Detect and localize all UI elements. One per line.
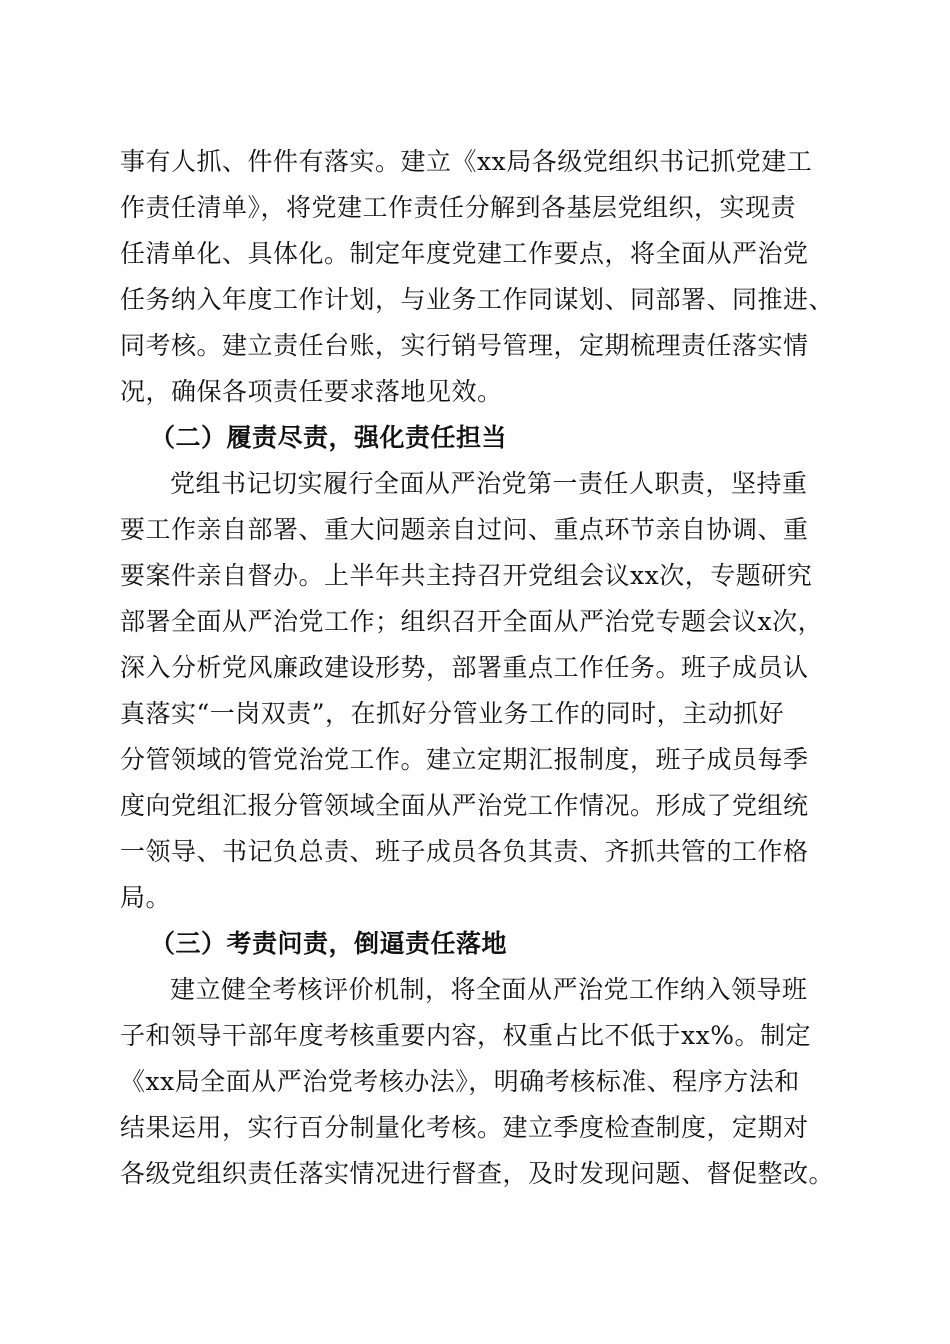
paragraph-line: 子和领导干部年度考核重要内容，权重占比不低于xx%。制定 [120, 1021, 811, 1050]
paragraph-line: 部署全面从严治党工作；组织召开全面从严治党专题会议x次， [120, 607, 824, 636]
paragraph-line: 建立健全考核评价机制，将全面从严治党工作纳入领导班 [170, 975, 808, 1004]
paragraph-line: 结果运用，实行百分制量化考核。建立季度检查制度，定期对 [120, 1113, 809, 1142]
paragraph-line: 要案件亲自督办。上半年共主持召开党组会议xx次，专题研究 [120, 561, 813, 590]
paragraph-line: 任务纳入年度工作计划，与业务工作同谋划、同部署、同推进、 [120, 285, 835, 314]
paragraph-line: 深入分析党风廉政建设形势，部署重点工作任务。班子成员认 [120, 653, 809, 682]
section-heading-2: （二）履责尽责，强化责任担当 [150, 423, 508, 452]
paragraph-line: 作责任清单》，将党建工作责任分解到各基层党组织，实现责 [120, 193, 797, 222]
paragraph-line: 真落实“一岗双责”，在抓好分管业务工作的同时，主动抓好 [120, 699, 785, 728]
paragraph-line: 党组书记切实履行全面从严治党第一责任人职责，坚持重 [170, 469, 808, 498]
paragraph-line: 局。 [120, 883, 172, 912]
paragraph-line: 各级党组织责任落实情况进行督查，及时发现问题、督促整改。 [120, 1159, 835, 1188]
paragraph-line: 一领导、书记负总责、班子成员各负其责、齐抓共管的工作格 [120, 837, 809, 866]
paragraph-line: 度向党组汇报分管领域全面从严治党工作情况。形成了党组统 [120, 791, 809, 820]
paragraph-line: 分管领域的管党治党工作。建立定期汇报制度，班子成员每季 [120, 745, 809, 774]
paragraph-line: 《xx局全面从严治党考核办法》，明确考核标准、程序方法和 [120, 1067, 800, 1096]
paragraph-line: 同考核。建立责任台账，实行销号管理，定期梳理责任落实情 [120, 331, 809, 360]
paragraph-line: 任清单化、具体化。制定年度党建工作要点，将全面从严治党 [120, 239, 809, 268]
paragraph-line: 要工作亲自部署、重大问题亲自过问、重点环节亲自协调、重 [120, 515, 809, 544]
paragraph-line: 况，确保各项责任要求落地见效。 [120, 377, 503, 406]
paragraph-line: 事有人抓、件件有落实。建立《xx局各级党组织书记抓党建工 [120, 147, 813, 176]
section-heading-3: （三）考责问责，倒逼责任落地 [150, 929, 508, 958]
